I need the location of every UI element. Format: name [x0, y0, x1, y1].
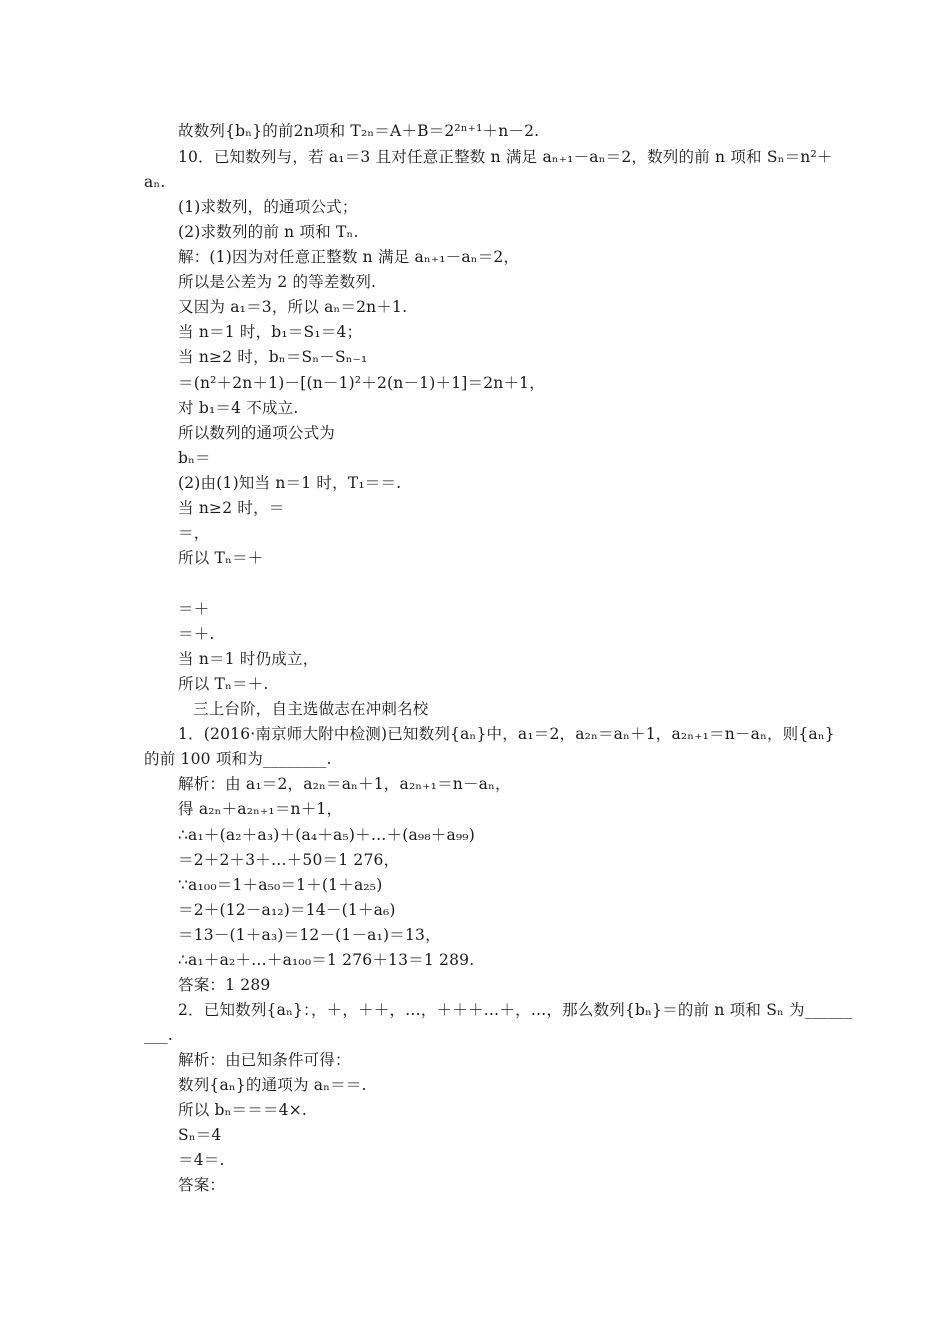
solution-line: 当 n≥2 时，＝ — [178, 499, 285, 517]
solution-line: ∴a₁＋(a₂＋a₃)＋(a₄＋a₅)＋…＋(a₉₈＋a₉₉) — [178, 826, 475, 844]
solution-line: 当 n＝1 时仍成立， — [178, 650, 319, 668]
solution-line: ＝2＋2＋3＋…＋50＝1 276， — [178, 851, 400, 869]
solution-line: ∴a₁＋a₂＋…＋a₁₀₀＝1 276＋13＝1 289. — [178, 951, 475, 969]
solution-line: 所以 Tₙ＝＋ — [178, 549, 264, 567]
solution-line: 所以数列的通项公式为 — [178, 424, 336, 442]
section-heading: 三上台阶，自主选做志在冲刺名校 — [193, 700, 429, 718]
text-line: ___. — [144, 1026, 173, 1044]
solution-line: 对 b₁＝4 不成立. — [178, 399, 299, 417]
solution-line: ＝＋ — [178, 600, 210, 618]
answer-line: 答案：1 289 — [178, 976, 271, 994]
solution-line: ∵a₁₀₀＝1＋a₅₀＝1＋(1＋a₂₅) — [178, 876, 383, 894]
solution-line: 解析：由已知条件可得： — [178, 1051, 351, 1069]
text-line: (2)求数列的前 n 项和 Tₙ. — [178, 223, 359, 241]
problem-10-statement: 10．已知数列与，若 a₁＝3 且对任意正整数 n 满足 aₙ₊₁－aₙ＝2，数列的前 n 项和 Sₙ＝n²＋ — [178, 148, 833, 166]
answer-line: 答案： — [178, 1176, 226, 1194]
solution-line: 所以是公差为 2 的等差数列. — [178, 273, 377, 291]
text-line: (1)求数列，的通项公式； — [178, 198, 358, 216]
solution-line: 当 n≥2 时，bₙ＝Sₙ－Sₙ₋₁ — [178, 348, 368, 366]
solution-line: 得 a₂ₙ＋a₂ₙ₊₁＝n＋1， — [178, 800, 343, 818]
solution-line: 解：(1)因为对任意正整数 n 满足 aₙ₊₁－aₙ＝2， — [178, 248, 520, 266]
solution-line: 解析：由 a₁＝2，a₂ₙ＝aₙ＋1，a₂ₙ₊₁＝n－aₙ， — [178, 775, 511, 793]
solution-line: 所以 Tₙ＝＋. — [178, 675, 269, 693]
text-line: 的前 100 项和为________. — [144, 750, 332, 768]
text-line: 故数列{bₙ}的前2n项和 T₂ₙ＝A＋B＝2²ⁿ⁺¹＋n－2. — [178, 122, 540, 140]
solution-line: ＝， — [178, 524, 210, 542]
solution-line: 数列{aₙ}的通项为 aₙ＝＝. — [178, 1076, 367, 1094]
solution-line: 又因为 a₁＝3，所以 aₙ＝2n＋1. — [178, 298, 408, 316]
text-line: aₙ. — [144, 173, 166, 191]
solution-line: (2)由(1)知当 n＝1 时，T₁＝＝. — [178, 474, 402, 492]
problem-1-statement: 1．(2016·南京师大附中检测)已知数列{aₙ}中，a₁＝2，a₂ₙ＝aₙ＋1，a₂ₙ₊₁＝n－aₙ，则{aₙ} — [178, 725, 835, 743]
solution-line: ＝(n²＋2n＋1)－[(n－1)²＋2(n－1)＋1]＝2n＋1， — [178, 374, 545, 392]
solution-line: ＝＋. — [178, 625, 215, 643]
solution-line: bₙ＝ — [178, 449, 211, 467]
problem-2-statement: 2．已知数列{aₙ}：，＋，＋＋，…，＋＋＋…＋，…，那么数列{bₙ}＝的前 n 项和 Sₙ 为______ — [178, 1001, 853, 1019]
solution-line: Sₙ＝4 — [178, 1126, 222, 1144]
solution-line: ＝13－(1＋a₃)＝12－(1－a₁)＝13， — [178, 926, 441, 944]
solution-line: 当 n＝1 时，b₁＝S₁＝4； — [178, 323, 363, 341]
solution-line: ＝2＋(12－a₁₂)＝14－(1＋a₆) — [178, 901, 396, 919]
solution-line: 所以 bₙ＝＝＝4×. — [178, 1101, 308, 1119]
solution-line: ＝4＝. — [178, 1151, 225, 1169]
